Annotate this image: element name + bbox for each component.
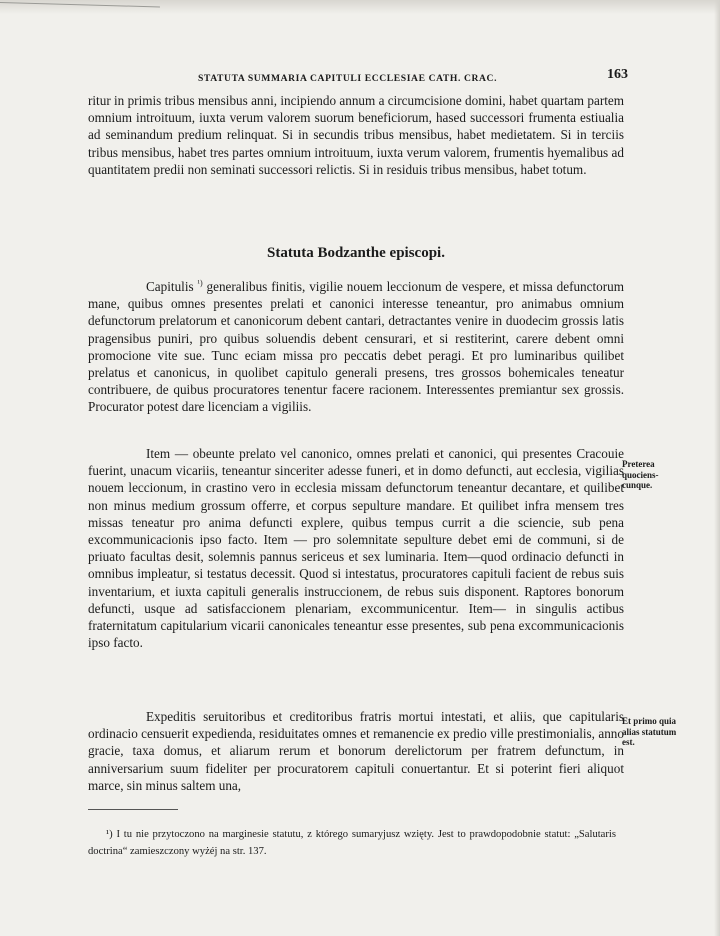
paragraph-3-text: Item — obeunte prelato vel canonico, omnes prelati et canonici, qui presentes Cracouie fuerint, unacum vicariis, teneantur sinceriter adesse funeri, et in domo defuncti, aut ecclesia, vigilias nouem leccionum, in crastino vero in ecclesia missam defunctorum teneantur decantare, et quilibet non minus medium grossum offerre, et corpus sepulture mandare. Et quilibet infra mensem tres missas teneatur pro anima defuncti explere, quibus tempus currit a die sciencie, sub pena excommunicacionis ipso facto. Item — pro solemnitate sepulture debet emi de communi, si de priuato facultas desit, solemnis pannus sericeus et sex luminaria. Item—quod ordinacio defuncti in omnibus impleatur, si testatus decessit. Quod si intestatus, procuratores capituli facient de rebus suis inventarium, et iuxta capituli generalis instruccionem, de rebus suis disponent. Raptores bonorum defuncti, usque ad satisfaccionem plenariam, excommunicentur. Item— in singulis actibus fraternitatum capitularium vicarii canonicales teneantur esse presentes, sub pena excommunicacionis ipso facto. (88, 446, 624, 651)
footnote-text: I tu nie przytoczono na marginesie statutu, z którego sumaryjusz wzięty. Jest to prawdopodobnie statut: „Salutaris doctrina“ zamieszczony wyżéj na str. 137. (88, 829, 616, 857)
footnote (88, 826, 616, 860)
footnote-divider (88, 809, 178, 810)
margin-note-1: Preterea quociens-cunque. (622, 459, 659, 490)
footnote-marker: ¹) (106, 829, 113, 840)
paragraph-2-lead: Capitulis (146, 279, 194, 294)
footnote-reference: ¹) (197, 278, 203, 288)
paragraph-4 (88, 708, 624, 794)
page-edge-shadow (0, 0, 720, 14)
paragraph-3 (88, 445, 624, 651)
page-edge-right (714, 0, 720, 936)
paragraph-continued (88, 92, 624, 178)
section-title: Statuta Bodzanthe episcopi. (267, 245, 445, 261)
page-number: 163 (607, 67, 628, 82)
paragraph-4-text: Expeditis seruitoribus et creditoribus fratris mortui intestati, et aliis, que capitularis ordinacio censuerit expedienda, residuitates omnes et remanencie ex predio ville prestimonialis, anno gracie, taxa domus, et aliarum rerum et bonorum derelictorum per fratrem defunctum, in anniversarium suum fideliter per procuratorem capituli conuertantur. Et si poterint fieri aliquot marce, sin minus saltem una, (88, 709, 624, 793)
paragraph-2 (88, 278, 624, 416)
running-title: STATUTA SUMMARIA CAPITULI ECCLESIAE CATH. CRAC. (198, 73, 498, 84)
paragraph-1-text: ritur in primis tribus mensibus anni, incipiendo annum a circumcisione domini, habet quartam partem omnium introituum, iuxta verum valorem suorum beneficiorum, hased successori frumenta estiualia ad seminandum predium relinquat. Si in secundis tribus mensibus, habet medietatem. Si in terciis tribus mensibus, habet tres partes omnium introituum, iuxta verum valorem, frumentis hyemalibus ad quantitatem predii non seminati successori relictis. Si in residuis tribus mensibus, habet totum. (88, 93, 624, 177)
running-header (198, 67, 628, 89)
paragraph-2-text: generalibus finitis, vigilie nouem leccionum de vespere, et missa defunctorum mane, quibus omnes presentes prelati et canonici interesse teneantur, pro animabus omnium defunctorum prelatorum et canonicorum debent cantari, detractantes venire in duodecim grossis latis pragensibus puniri, pro quibus soluendis debent censurari, et si restiterint, carere debent omni promocione vite sue. Tunc eciam missa pro peccatis debet peragi. Et pro luminaribus quilibet prelatus et canonicus, in quolibet capitulo generali presens, tres grossos bohemicales teneatur contribuere, de quibus procuratores tenentur facere racionem. Interessentes premiantur sex grossis. Procurator potest dare licenciam a vigiliis. (88, 279, 625, 415)
margin-note-2: Et primo quia alias statutum est. (622, 716, 677, 747)
